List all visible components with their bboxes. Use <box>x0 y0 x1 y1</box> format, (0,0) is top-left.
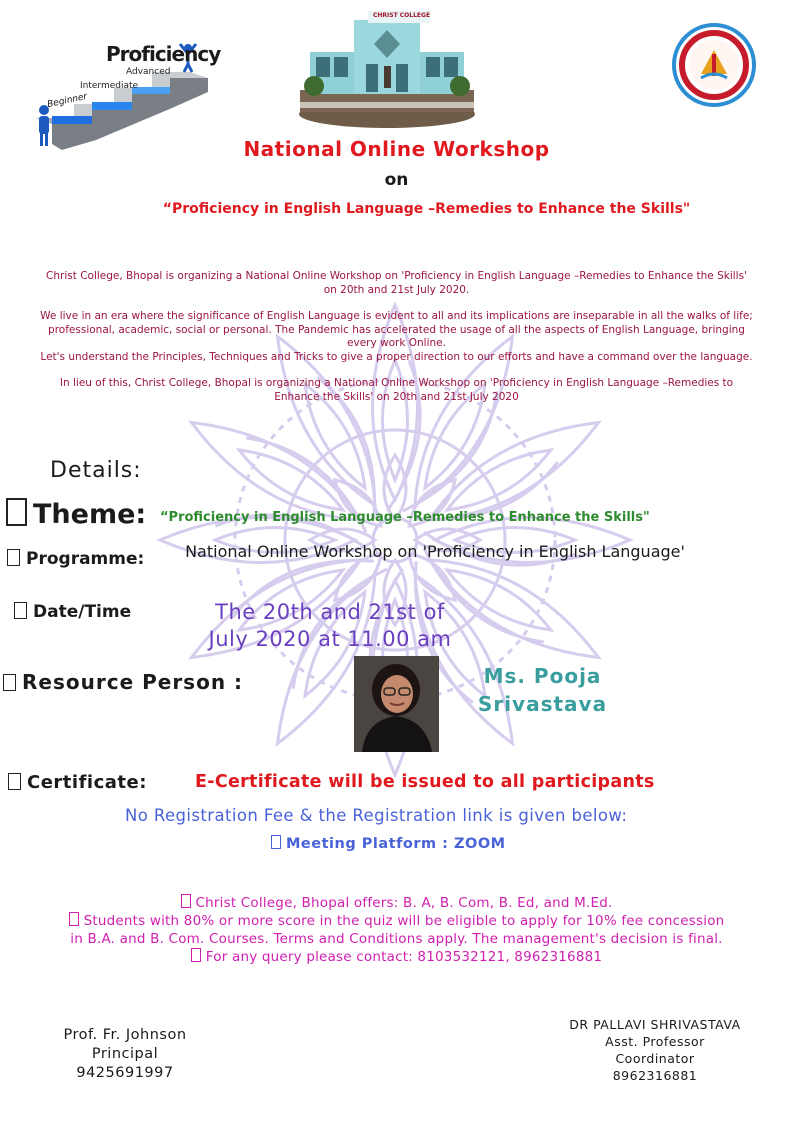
date-line-2: July 2020 at 11.00 am <box>208 627 452 651</box>
date-row <box>14 602 131 622</box>
signature-left <box>40 1026 210 1083</box>
coordinator-name: DR PALLAVI SHRIVASTAVA <box>569 1017 741 1032</box>
theme-label: Theme: <box>33 499 147 530</box>
checkbox-icon <box>7 549 20 566</box>
principal-phone: 9425691997 <box>76 1065 174 1081</box>
checkbox-icon <box>6 498 27 526</box>
offers-block <box>0 894 793 966</box>
checkbox-icon <box>181 894 191 908</box>
college-building-photo <box>296 2 478 128</box>
intro-paragraph-3: Let's understand the Principles, Techniques and Tricks to give a proper direction to our efforts and have a command over the language. <box>40 350 753 363</box>
workshop-title: National Online Workshop <box>243 137 550 161</box>
date-label: Date/Time <box>33 602 132 622</box>
resource-name <box>460 662 625 718</box>
resource-row <box>3 670 243 694</box>
resource-person-photo <box>354 656 439 752</box>
date-line-1: The 20th and 21st of <box>215 600 445 624</box>
checkbox-icon <box>271 835 281 849</box>
resource-name-line-1: Ms. Pooja <box>483 664 602 688</box>
signature-right <box>540 1016 770 1084</box>
checkbox-icon <box>191 948 201 962</box>
coordinator-phone: 8962316881 <box>612 1068 698 1083</box>
certificate-row <box>8 772 147 793</box>
theme-row <box>6 498 146 530</box>
date-value <box>180 599 480 653</box>
details-heading: Details: <box>50 458 142 483</box>
intro-paragraph-2: We live in an era where the significance of English Language is evident to all and its implications are inseparable in all the walks of life; professional, academic, social or personal. The Pandemic has accelerated the usage of all the aspects of English Language, bringing every work Online. <box>40 310 753 349</box>
intro-block <box>40 270 753 404</box>
logo-advanced-text: Advanced <box>126 67 171 77</box>
intro-paragraph-4: In lieu of this, Christ College, Bhopal is organizing a National Online Workshop on 'Proficiency in English Language –Remedies to Enhance the Skills' on 20th and 21st July 2020 <box>59 377 734 403</box>
certificate-value: E-Certificate will be issued to all participants <box>195 772 655 792</box>
college-seal-logo <box>671 22 757 108</box>
building-sign: CHRIST COLLEGE <box>373 12 431 19</box>
programme-label: Programme: <box>26 549 145 569</box>
intro-paragraph-1: Christ College, Bhopal is organizing a National Online Workshop on 'Proficiency in English Language –Remedies to Enhance the Skills' on 20th and 21st July 2020. <box>46 270 747 296</box>
proficiency-stairs-logo <box>22 32 221 150</box>
resource-name-line-2: Srivastava <box>477 692 608 716</box>
title-on: on <box>384 170 409 190</box>
principal-name: Prof. Fr. Johnson <box>63 1027 187 1043</box>
logo-intermediate-text: Intermediate <box>80 81 139 91</box>
offer-line-1: Christ College, Bhopal offers: B. A, B. Com, B. Ed, and M.Ed. <box>0 894 793 912</box>
platform-text: Meeting Platform : ZOOM <box>286 836 506 852</box>
registration-note: No Registration Fee & the Registration link is given below: <box>125 806 628 825</box>
checkbox-icon <box>8 773 21 790</box>
coordinator-role-1: Asst. Professor <box>605 1034 705 1049</box>
logo-beginner-text: Beginner <box>46 91 89 111</box>
resource-label: Resource Person : <box>22 670 244 694</box>
principal-role: Principal <box>91 1046 159 1062</box>
offer-line-2: Students with 80% or more score in the quiz will be eligible to apply for 10% fee concession <box>0 912 793 930</box>
logo-proficiency-text: Proficiency <box>106 42 221 66</box>
checkbox-icon <box>14 602 27 619</box>
platform-row <box>271 833 506 852</box>
theme-value: “Proficiency in English Language –Remedies to Enhance the Skills" <box>160 510 650 525</box>
offer-line-2b: in B.A. and B. Com. Courses. Terms and Conditions apply. The management's decision is final. <box>70 931 723 947</box>
checkbox-icon <box>69 912 79 926</box>
checkbox-icon <box>3 674 16 691</box>
programme-row <box>7 549 144 569</box>
programme-value: National Online Workshop on 'Proficiency in English Language' <box>185 542 685 561</box>
offer-line-3: For any query please contact: 8103532121, 8962316881 <box>0 948 793 966</box>
certificate-label: Certificate: <box>27 772 147 793</box>
workshop-subtitle: “Proficiency in English Language –Remedies to Enhance the Skills" <box>162 201 691 217</box>
coordinator-role-2: Coordinator <box>615 1051 695 1066</box>
